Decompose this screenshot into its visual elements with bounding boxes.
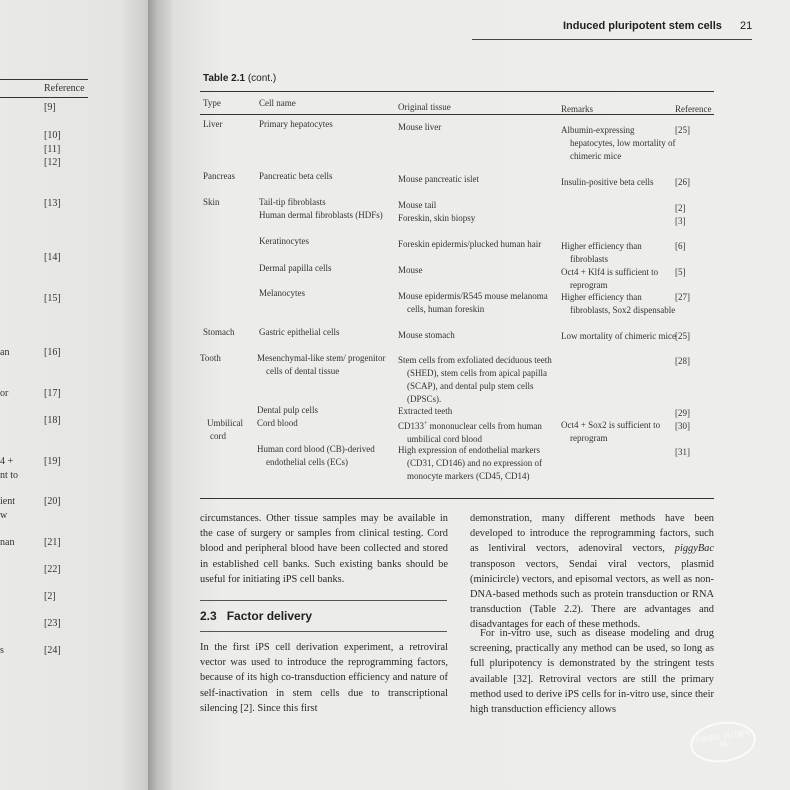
left-fragment: an bbox=[0, 347, 10, 358]
cell-name: Human cord blood (CB)-derived endothelial cells (ECs) bbox=[257, 444, 375, 467]
left-ref: [11] bbox=[44, 144, 61, 155]
col-header-tissue: Original tissue bbox=[398, 102, 451, 112]
left-fragment: w bbox=[0, 510, 8, 521]
table-header-rule bbox=[200, 114, 714, 115]
left-ref: [13] bbox=[44, 198, 61, 209]
left-ref: [23] bbox=[44, 618, 61, 629]
left-ref: [12] bbox=[44, 157, 61, 168]
cell-name: Primary hepatocytes bbox=[259, 119, 333, 129]
cell-tissue: Mouse liver bbox=[398, 122, 442, 132]
running-head-rule bbox=[472, 39, 752, 40]
left-ref: [19] bbox=[44, 456, 61, 467]
left-fragment: 4 + bbox=[0, 456, 14, 467]
watermark-stamp: 中商原版 进口图书网 bbox=[688, 718, 759, 767]
cell-ref: [29] bbox=[675, 408, 690, 418]
cell-ref: [31] bbox=[675, 447, 690, 457]
cell-name: Dermal papilla cells bbox=[259, 263, 332, 273]
left-reference-header: Reference bbox=[44, 83, 85, 94]
cell-ref: [2] bbox=[675, 203, 686, 213]
section-title: Factor delivery bbox=[226, 609, 313, 623]
body-paragraph: In the first iPS cell derivation experiment, a retroviral vector was used to introduce the reprogramming factors, because of its high co-transduction efficiency and nature of self-inactivation in stem cells due to transcriptional silencing [2]. Since this first bbox=[200, 642, 448, 714]
left-ref: [10] bbox=[44, 130, 61, 141]
cell-name: Tail-tip fibroblasts bbox=[259, 197, 326, 207]
left-ref: [21] bbox=[44, 537, 61, 548]
cell-tissue: High expression of endothelial markers (CD31, CD146) and no expression of monocyte markers (CD45, CD14) bbox=[398, 445, 542, 481]
cell-name: Gastric epithelial cells bbox=[259, 327, 340, 337]
cell-tissue bbox=[398, 418, 557, 446]
left-ref: [17] bbox=[44, 388, 61, 399]
cell-tissue: Mouse epidermis/R545 mouse melanoma cells, human foreskin bbox=[398, 291, 548, 314]
section-rule-bottom bbox=[200, 631, 447, 632]
text-run: transposon vectors, Sendai viral vectors, plasmid (minicircle) vectors, and episomal vectors, as well as non-DNA-based methods such as protein transduction or RNA transduction (Table 2.2). There are advantages and disadvantages for each of these methods. bbox=[470, 558, 714, 631]
left-ref: [18] bbox=[44, 415, 61, 426]
col-header-remarks: Remarks bbox=[561, 104, 593, 114]
cell-name: Human dermal fibroblasts (HDFs) bbox=[259, 210, 383, 220]
cell-tissue: Extracted teeth bbox=[398, 406, 453, 416]
section-rule-top bbox=[200, 600, 447, 601]
cell-ref: [27] bbox=[675, 292, 690, 302]
cell-tissue: Mouse tail bbox=[398, 200, 437, 210]
left-ref: [16] bbox=[44, 347, 61, 358]
table-caption-cont: (cont.) bbox=[247, 73, 277, 84]
cell-remarks: Albumin-expressing hepatocytes, low mortality of chimeric mice bbox=[561, 125, 676, 161]
cell-ref: [30] bbox=[675, 421, 690, 431]
cell-tissue: Stem cells from exfoliated deciduous teeth (SHED), stem cells from apical papilla (SCAP), and dental pulp stem cells (DPSCs). bbox=[398, 355, 552, 404]
cell-type: Pancreas bbox=[203, 171, 235, 181]
col-header-type: Type bbox=[203, 98, 221, 108]
col-header-reference: Reference bbox=[675, 104, 712, 114]
cell-type: Tooth bbox=[200, 353, 221, 363]
cell-name: Dental pulp cells bbox=[257, 405, 318, 415]
section-number: 2.3 bbox=[200, 609, 217, 623]
section-heading bbox=[200, 609, 312, 623]
cell-ref: [5] bbox=[675, 267, 686, 277]
cord-blood-tissue-rest: mononuclear cells from human umbilical cord blood bbox=[407, 421, 542, 444]
cell-remarks: Low mortality of chimeric mice bbox=[561, 331, 676, 341]
col-header-cell-name: Cell name bbox=[259, 98, 296, 108]
text-run: demonstration, many different methods have been developed to introduce the reprogramming factors, such as lentiviral vectors, adenoviral vectors, bbox=[470, 513, 714, 555]
left-ref: [20] bbox=[44, 496, 61, 507]
cell-ref: [3] bbox=[675, 216, 686, 226]
cell-remarks: Oct4 + Sox2 is sufficient to reprogram bbox=[561, 420, 661, 443]
cell-remarks: Higher efficiency than fibroblasts, Sox2 dispensable bbox=[561, 292, 676, 315]
table-top-rule bbox=[200, 91, 714, 92]
book-gutter bbox=[148, 0, 174, 790]
cell-ref: [25] bbox=[675, 331, 690, 341]
italic-term: piggyBac bbox=[674, 543, 714, 555]
left-fragment: ient bbox=[0, 496, 15, 507]
left-ref: [9] bbox=[44, 102, 56, 113]
cell-type: Stomach bbox=[203, 327, 235, 337]
body-paragraph: circumstances. Other tissue samples may be available in the case of surgery or samples from clinical testing. Cord blood and peripheral blood have been collected and stored in established cell banks. Such existing banks should be useful for initiating iPS cell banks. bbox=[200, 513, 448, 585]
cell-type: Umbilical cord bbox=[207, 418, 243, 441]
cell-ref: [26] bbox=[675, 177, 690, 187]
cell-tissue: Foreskin epidermis/plucked human hair bbox=[398, 239, 542, 249]
cell-name: Melanocytes bbox=[259, 288, 305, 298]
cell-type: Liver bbox=[203, 119, 223, 129]
body-paragraph: For in-vitro use, such as disease modeling and drug screening, practically any method can be used, so long as full pluripotency is demonstrated by the stringent tests available [32]. Retroviral vectors are still the primary method used to derive iPS cells for in-vitro use, since their high transduction efficiency allows bbox=[470, 628, 714, 716]
cd133-label: CD133 bbox=[398, 421, 425, 431]
left-table-header-rule bbox=[0, 97, 88, 98]
cell-name: Cord blood bbox=[257, 418, 298, 428]
table-bottom-rule bbox=[200, 498, 714, 499]
cell-name: Pancreatic beta cells bbox=[259, 171, 333, 181]
cell-tissue: Foreskin, skin biopsy bbox=[398, 213, 476, 223]
cell-remarks: Higher efficiency than fibroblasts bbox=[561, 241, 642, 264]
table-label: Table 2.1 bbox=[203, 73, 246, 84]
page-number: 21 bbox=[740, 20, 753, 32]
cell-ref: [28] bbox=[675, 356, 690, 366]
cell-tissue: Mouse stomach bbox=[398, 330, 455, 340]
left-ref: [2] bbox=[44, 591, 56, 602]
cell-remarks: Oct4 + Klf4 is sufficient to reprogram bbox=[561, 267, 659, 290]
left-ref: [14] bbox=[44, 252, 61, 263]
cell-tissue: Mouse bbox=[398, 265, 423, 275]
cell-name: Mesenchymal-like stem/ progenitor cells of dental tissue bbox=[257, 353, 386, 376]
cell-name: Keratinocytes bbox=[259, 236, 309, 246]
superscript-plus: + bbox=[424, 421, 428, 427]
left-page bbox=[0, 0, 150, 790]
left-fragment: nt to bbox=[0, 470, 19, 481]
cell-remarks: Insulin-positive beta cells bbox=[561, 177, 654, 187]
table-caption bbox=[203, 73, 276, 84]
left-fragment: s bbox=[0, 645, 4, 656]
cell-tissue: Mouse pancreatic islet bbox=[398, 174, 479, 184]
left-fragment: or bbox=[0, 388, 9, 399]
cell-type: Skin bbox=[203, 197, 220, 207]
cell-ref: [25] bbox=[675, 125, 690, 135]
left-table-top-rule bbox=[0, 79, 88, 80]
cell-ref: [6] bbox=[675, 241, 686, 251]
left-ref: [22] bbox=[44, 564, 61, 575]
body-paragraph bbox=[470, 511, 714, 633]
running-head: Induced pluripotent stem cells bbox=[563, 20, 722, 32]
left-fragment: nan bbox=[0, 537, 15, 548]
left-ref: [15] bbox=[44, 293, 61, 304]
left-ref: [24] bbox=[44, 645, 61, 656]
